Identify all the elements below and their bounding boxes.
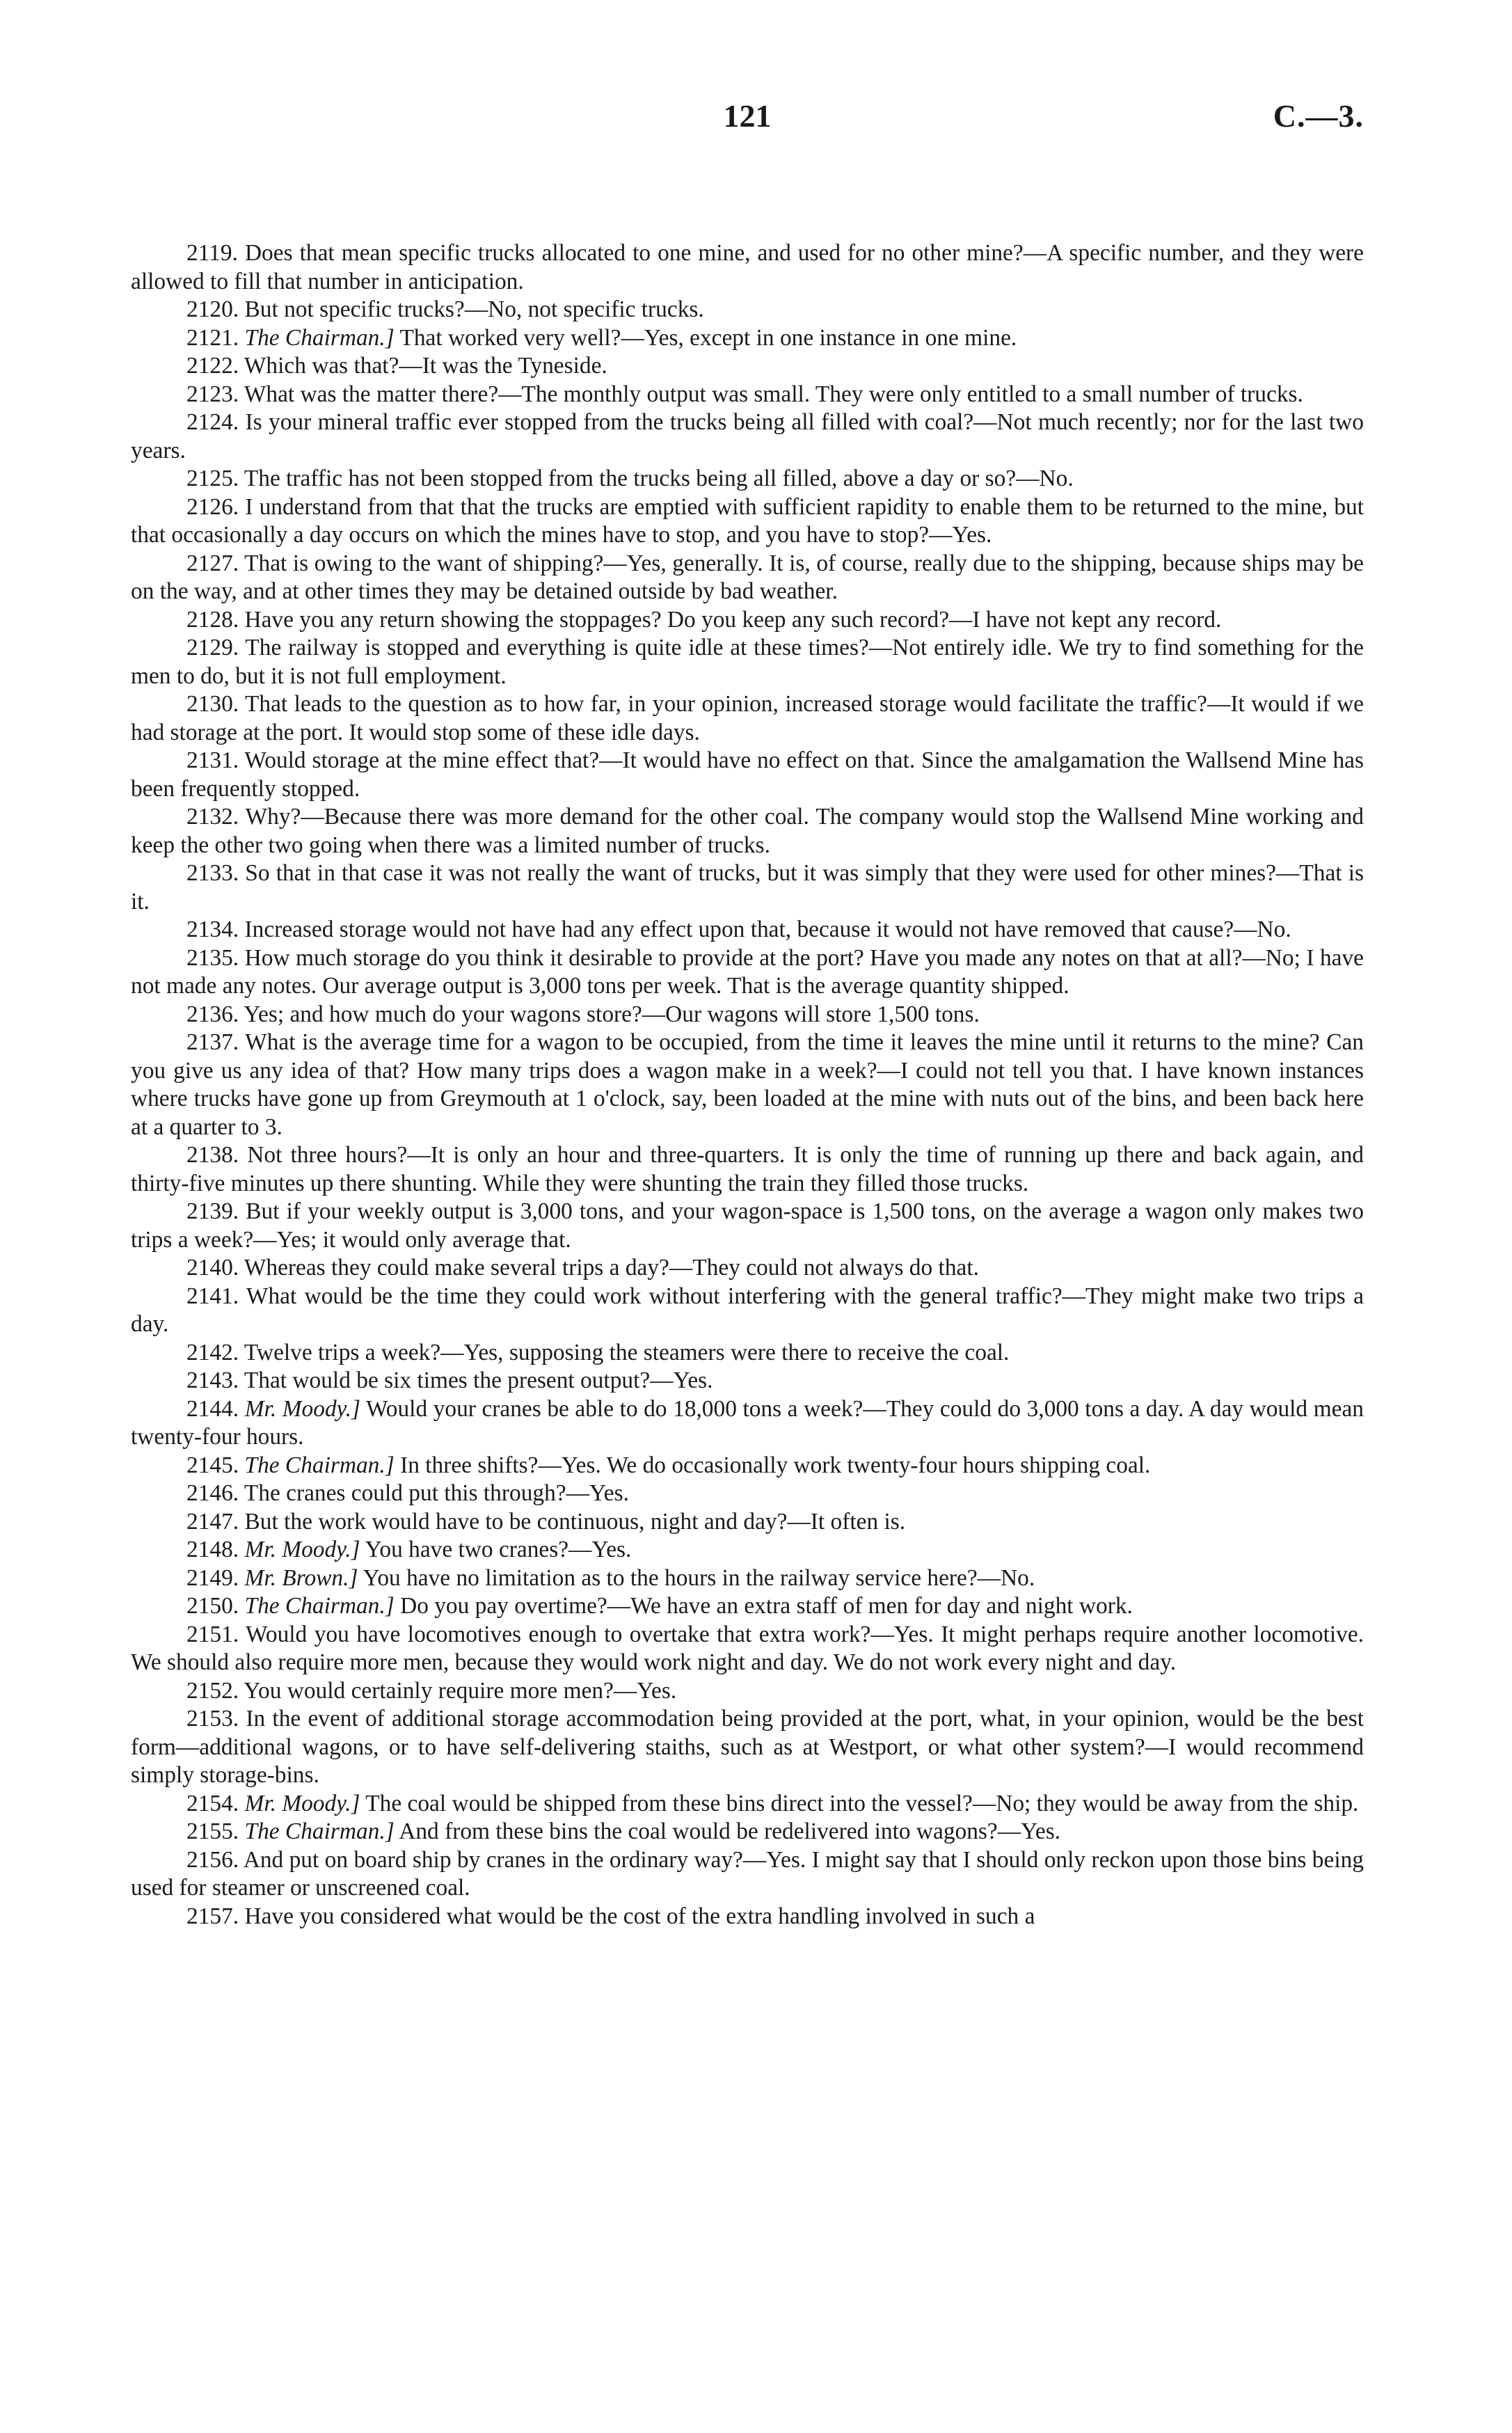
question-paragraph [131, 1339, 1364, 1368]
speaker-label: The Chairman.] [244, 1593, 395, 1619]
question-text: That leads to the question as to how far, in your opinion, increased storage would facilitate the traffic?—It would if we had storage at the port. It would stop some of these idle days. [131, 691, 1364, 745]
question-paragraph [131, 409, 1364, 465]
page-header [131, 84, 1364, 146]
question-text: What would be the time they could work without interfering with the general traffic?—They might make two trips a day. [131, 1283, 1364, 1337]
speaker-label: The Chairman.] [244, 1818, 395, 1844]
question-paragraph [131, 1508, 1364, 1537]
question-text: The railway is stopped and everything is quite idle at these times?—Not entirely idle. We try to find something for the men to do, but it is not full employment. [131, 635, 1364, 689]
question-text: Which was that?—It was the Tyneside. [244, 353, 607, 379]
question-paragraph [131, 803, 1364, 859]
question-paragraph [131, 1480, 1364, 1508]
question-number: 2134. [186, 917, 239, 942]
question-paragraph [131, 239, 1364, 296]
speaker-label: Mr. Moody.] [244, 1790, 360, 1816]
question-number: 2127. [186, 550, 239, 576]
question-paragraph [131, 634, 1364, 690]
question-text: The coal would be shipped from these bins direct into the vessel?—No; they would be away from the ship. [365, 1790, 1359, 1816]
question-paragraph [131, 859, 1364, 916]
question-number: 2145. [186, 1452, 239, 1478]
question-text: Twelve trips a week?—Yes, supposing the steamers were there to receive the coal. [244, 1339, 1010, 1365]
question-number: 2119. [186, 240, 238, 266]
question-text: And from these bins the coal would be redelivered into wagons?—Yes. [399, 1818, 1061, 1844]
question-text: That worked very well?—Yes, except in one instance in one mine. [399, 324, 1017, 351]
page-number: 121 [723, 98, 772, 134]
question-number: 2142. [186, 1339, 239, 1365]
question-text: I understand from that that the trucks are emptied with sufficient rapidity to enable them to be returned to the mine, but that occasionally a day occurs on which the mines have to stop, and you have to stop?—Yes. [131, 493, 1364, 548]
question-paragraph [131, 1818, 1364, 1846]
question-number: 2151. [186, 1621, 239, 1647]
question-paragraph [131, 1283, 1364, 1339]
question-text: Not three hours?—It is only an hour and three-quarters. It is only the time of running up there and back again, and thirty-five minutes up there shunting. While they were shunting the train they filled those trucks. [131, 1142, 1364, 1196]
question-number: 2132. [186, 804, 239, 830]
question-number: 2157. [186, 1903, 239, 1929]
question-paragraph [131, 493, 1364, 550]
question-text: Do you pay overtime?—We have an extra staff of men for day and night work. [400, 1593, 1133, 1619]
question-paragraph [131, 1677, 1364, 1706]
question-text: Would your cranes be able to do 18,000 tons a week?—They could do 3,000 tons a day. A day would mean twenty-four hours. [131, 1395, 1364, 1450]
question-number: 2140. [186, 1255, 239, 1281]
question-paragraph [131, 550, 1364, 606]
question-number: 2143. [186, 1368, 239, 1393]
question-number: 2124. [186, 409, 239, 435]
question-number: 2123. [186, 381, 239, 407]
speaker-label: Mr. Moody.] [244, 1537, 360, 1562]
question-number: 2135. [186, 944, 239, 971]
question-text: How much storage do you think it desirable to provide at the port? Have you made any notes on that at all?—No; I have not made any notes. Our average output is 3,000 tons per week. That is the average quantity shipped. [131, 944, 1364, 999]
question-number: 2156. [186, 1846, 239, 1873]
question-text: Yes; and how much do your wagons store?—Our wagons will store 1,500 tons. [244, 1001, 980, 1027]
question-number: 2147. [186, 1508, 239, 1535]
question-number: 2154. [186, 1790, 239, 1816]
question-paragraph [131, 1621, 1364, 1677]
speaker-label: Mr. Moody.] [244, 1395, 360, 1422]
question-text: Why?—Because there was more demand for the other coal. The company would stop the Wallsend Mine working and keep the other two going when there was a limited number of trucks. [131, 804, 1364, 858]
question-text: Whereas they could make several trips a day?—They could not always do that. [244, 1255, 979, 1281]
question-number: 2144. [186, 1395, 239, 1422]
question-paragraph [131, 1564, 1364, 1593]
question-paragraph [131, 1029, 1364, 1141]
question-text: Would storage at the mine effect that?—It would have no effect on that. Since the amalgamation the Wallsend Mine has been frequently stopped. [131, 747, 1364, 802]
question-text: Does that mean specific trucks allocated to one mine, and used for no other mine?—A specific number, and they were allowed to fill that number in anticipation. [131, 240, 1364, 294]
question-number: 2122. [186, 353, 239, 379]
question-number: 2137. [186, 1029, 239, 1055]
question-text: What is the average time for a wagon to be occupied, from the time it leaves the mine until it returns to the mine? Can you give us any idea of that? How many trips does a wagon make in a week?—I could not tell you that. I have known instances where trucks have gone up from Greymouth at 1 o'clock, say, been loaded at the mine with nuts out of the bins, and been back here at a quarter to 3. [131, 1029, 1364, 1140]
question-number: 2148. [186, 1537, 239, 1562]
question-text: What was the matter there?—The monthly output was small. They were only entitled to a small number of trucks. [244, 381, 1303, 407]
question-paragraph [131, 1367, 1364, 1395]
speaker-label: The Chairman.] [244, 324, 395, 351]
question-paragraph [131, 690, 1364, 747]
question-number: 2125. [186, 466, 239, 491]
question-text: The traffic has not been stopped from the trucks being all filled, above a day or so?—No. [244, 466, 1074, 491]
question-paragraph [131, 747, 1364, 803]
question-paragraph [131, 1452, 1364, 1480]
question-text: But if your weekly output is 3,000 tons, and your wagon-space is 1,500 tons, on the average a wagon only makes two trips a week?—Yes; it would only average that. [131, 1198, 1364, 1253]
question-number: 2150. [186, 1593, 239, 1619]
question-text: Would you have locomotives enough to overtake that extra work?—Yes. It might perhaps require another locomotive. We should also require more men, because they would work night and day. We do not work every night and day. [131, 1621, 1364, 1675]
question-paragraph [131, 1790, 1364, 1818]
question-number: 2152. [186, 1677, 239, 1704]
speaker-label: Mr. Brown.] [244, 1564, 358, 1591]
question-paragraph [131, 944, 1364, 1001]
question-number: 2149. [186, 1564, 239, 1591]
evidence-transcript [131, 239, 1364, 1931]
question-text: And put on board ship by cranes in the ordinary way?—Yes. I might say that I should only reckon upon those bins being used for steamer or unscreened coal. [131, 1846, 1364, 1901]
question-number: 2128. [186, 606, 239, 633]
question-text: You would certainly require more men?—Yes. [244, 1677, 677, 1704]
speaker-label: The Chairman.] [244, 1452, 395, 1478]
question-text: In the event of additional storage accommodation being provided at the port, what, in your opinion, would be the best form—additional wagons, or to have self-delivering staiths, such as at Westport, or what other system?—I would recommend simply storage-bins. [131, 1706, 1364, 1788]
question-paragraph [131, 1001, 1364, 1029]
question-number: 2126. [186, 493, 239, 520]
question-paragraph [131, 381, 1364, 409]
question-paragraph [131, 606, 1364, 635]
question-paragraph [131, 296, 1364, 324]
question-number: 2153. [186, 1706, 239, 1731]
question-paragraph [131, 1705, 1364, 1790]
document-code: C.—3. [1273, 98, 1364, 134]
question-text: Have you considered what would be the cost of the extra handling involved in such a [244, 1903, 1035, 1929]
question-paragraph [131, 1592, 1364, 1621]
question-text: That is owing to the want of shipping?—Yes, generally. It is, of course, really due to the shipping, because ships may be on the way, and at other times they may be detained outside by bad weather. [131, 550, 1364, 604]
question-text: You have two cranes?—Yes. [365, 1537, 632, 1562]
question-number: 2131. [186, 747, 239, 773]
question-number: 2136. [186, 1001, 239, 1027]
question-paragraph [131, 465, 1364, 493]
question-paragraph [131, 1395, 1364, 1452]
question-text: Increased storage would not have had any effect upon that, because it would not have removed that cause?—No. [244, 917, 1291, 942]
question-paragraph [131, 1198, 1364, 1254]
question-paragraph [131, 1903, 1364, 1931]
question-text: Have you any return showing the stoppages? Do you keep any such record?—I have not kept any record. [244, 606, 1222, 633]
question-number: 2146. [186, 1480, 239, 1506]
question-number: 2120. [186, 296, 239, 322]
question-number: 2121. [186, 324, 239, 351]
question-paragraph [131, 1536, 1364, 1564]
question-text: But not specific trucks?—No, not specific trucks. [244, 296, 704, 322]
question-paragraph [131, 352, 1364, 381]
question-number: 2129. [186, 635, 239, 660]
question-paragraph [131, 1254, 1364, 1283]
question-text: In three shifts?—Yes. We do occasionally work twenty-four hours shipping coal. [400, 1452, 1151, 1478]
question-number: 2155. [186, 1818, 239, 1844]
question-number: 2133. [186, 860, 239, 886]
question-number: 2139. [186, 1198, 239, 1224]
question-text: That would be six times the present output?—Yes. [244, 1368, 713, 1393]
document-page [131, 84, 1364, 1931]
question-paragraph [131, 1846, 1364, 1903]
question-number: 2138. [186, 1142, 239, 1168]
question-paragraph [131, 916, 1364, 944]
question-paragraph [131, 1141, 1364, 1198]
question-text: You have no limitation as to the hours in the railway service here?—No. [363, 1564, 1035, 1591]
question-text: The cranes could put this through?—Yes. [244, 1480, 629, 1506]
question-text: Is your mineral traffic ever stopped from the trucks being all filled with coal?—Not much recently; nor for the last two years. [131, 409, 1364, 463]
question-paragraph [131, 324, 1364, 353]
question-number: 2130. [186, 691, 239, 717]
question-text: So that in that case it was not really the want of trucks, but it was simply that they were used for other mines?—That is it. [131, 860, 1364, 914]
question-text: But the work would have to be continuous, night and day?—It often is. [244, 1508, 906, 1535]
question-number: 2141. [186, 1283, 239, 1309]
